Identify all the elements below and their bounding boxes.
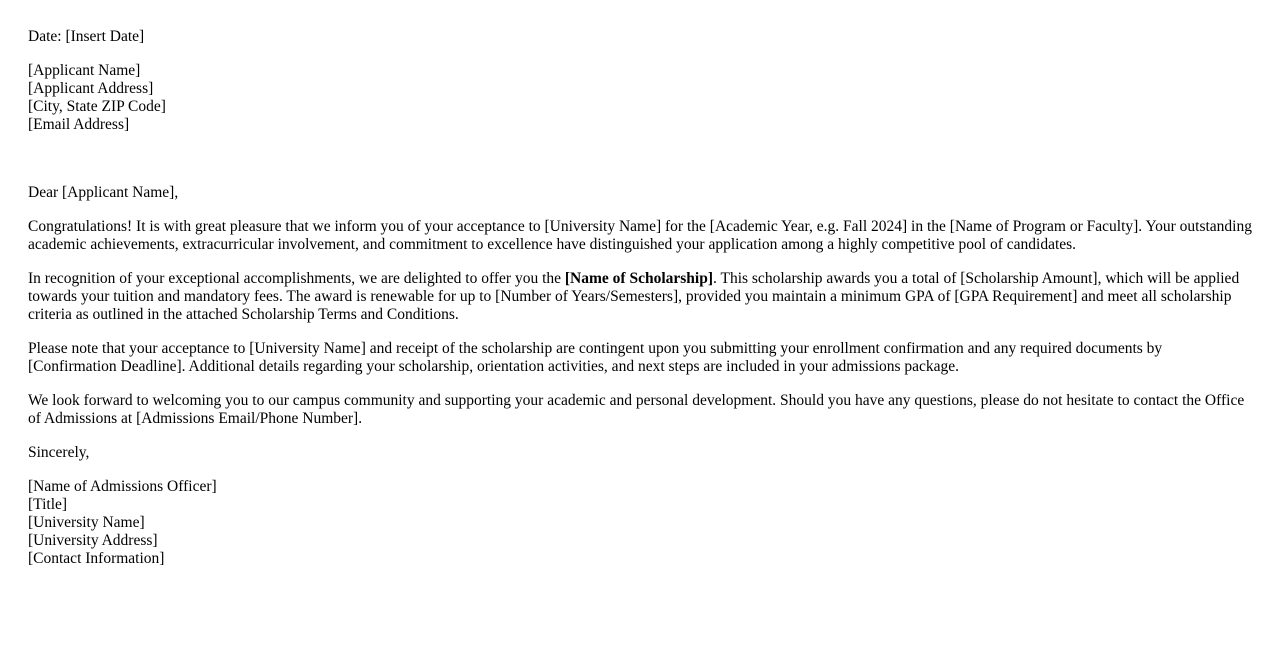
salutation: Dear [Applicant Name], (28, 184, 179, 201)
scholarship-text-after: . This scholarship awards you a total of [Scholarship Amount], which will be applied towards your tuition and mandatory fees. The award is renewable for up to [Number of Years/Semesters], provided you maintain a minimum GPA of [GPA Requirement] and meet all scholarship criteria as outlined in the attached Scholarship Terms and Conditions. (28, 270, 1240, 323)
recipient-email: [Email Address] (28, 116, 130, 133)
recipient-address: [Applicant Address] (28, 80, 154, 97)
date-line: Date: [Insert Date] (28, 28, 145, 45)
recipient-name: [Applicant Name] (28, 62, 141, 79)
blank-space (28, 150, 1253, 184)
signature-address: [University Address] (28, 532, 158, 549)
paragraph-acceptance: Congratulations! It is with great pleasure that we inform you of your acceptance to [University Name] for the [Academic Year, e.g. Fall 2024] in the [Name of Program or Faculty]. Your outstanding academic achievements, extracurricular involvement, and commitment to excellence have distinguished your application among a highly competitive pool of candidates. (28, 218, 1252, 253)
signature-contact: [Contact Information] (28, 550, 165, 567)
letter-document (28, 28, 1253, 584)
recipient-block (28, 62, 1253, 134)
closing: Sincerely, (28, 444, 90, 461)
paragraph-welcome: We look forward to welcoming you to our campus community and supporting your academic and personal development. Should you have any questions, please do not hesitate to contact the Office of Admissions at [Admissions Email/Phone Number]. (28, 392, 1245, 427)
recipient-city-state-zip: [City, State ZIP Code] (28, 98, 166, 115)
scholarship-name: [Name of Scholarship] (564, 270, 713, 287)
paragraph-scholarship (28, 270, 1253, 324)
signature-university: [University Name] (28, 514, 145, 531)
scholarship-text-before: In recognition of your exceptional accomplishments, we are delighted to offer you the (28, 270, 565, 287)
signature-title: [Title] (28, 496, 68, 513)
paragraph-contingency: Please note that your acceptance to [University Name] and receipt of the scholarship are contingent upon you submitting your enrollment confirmation and any required documents by [Confirmation Deadline]. Additional details regarding your scholarship, orientation activities, and next steps are included in your admissions package. (28, 340, 1163, 375)
signature-name: [Name of Admissions Officer] (28, 478, 217, 495)
signature-block (28, 478, 1253, 568)
